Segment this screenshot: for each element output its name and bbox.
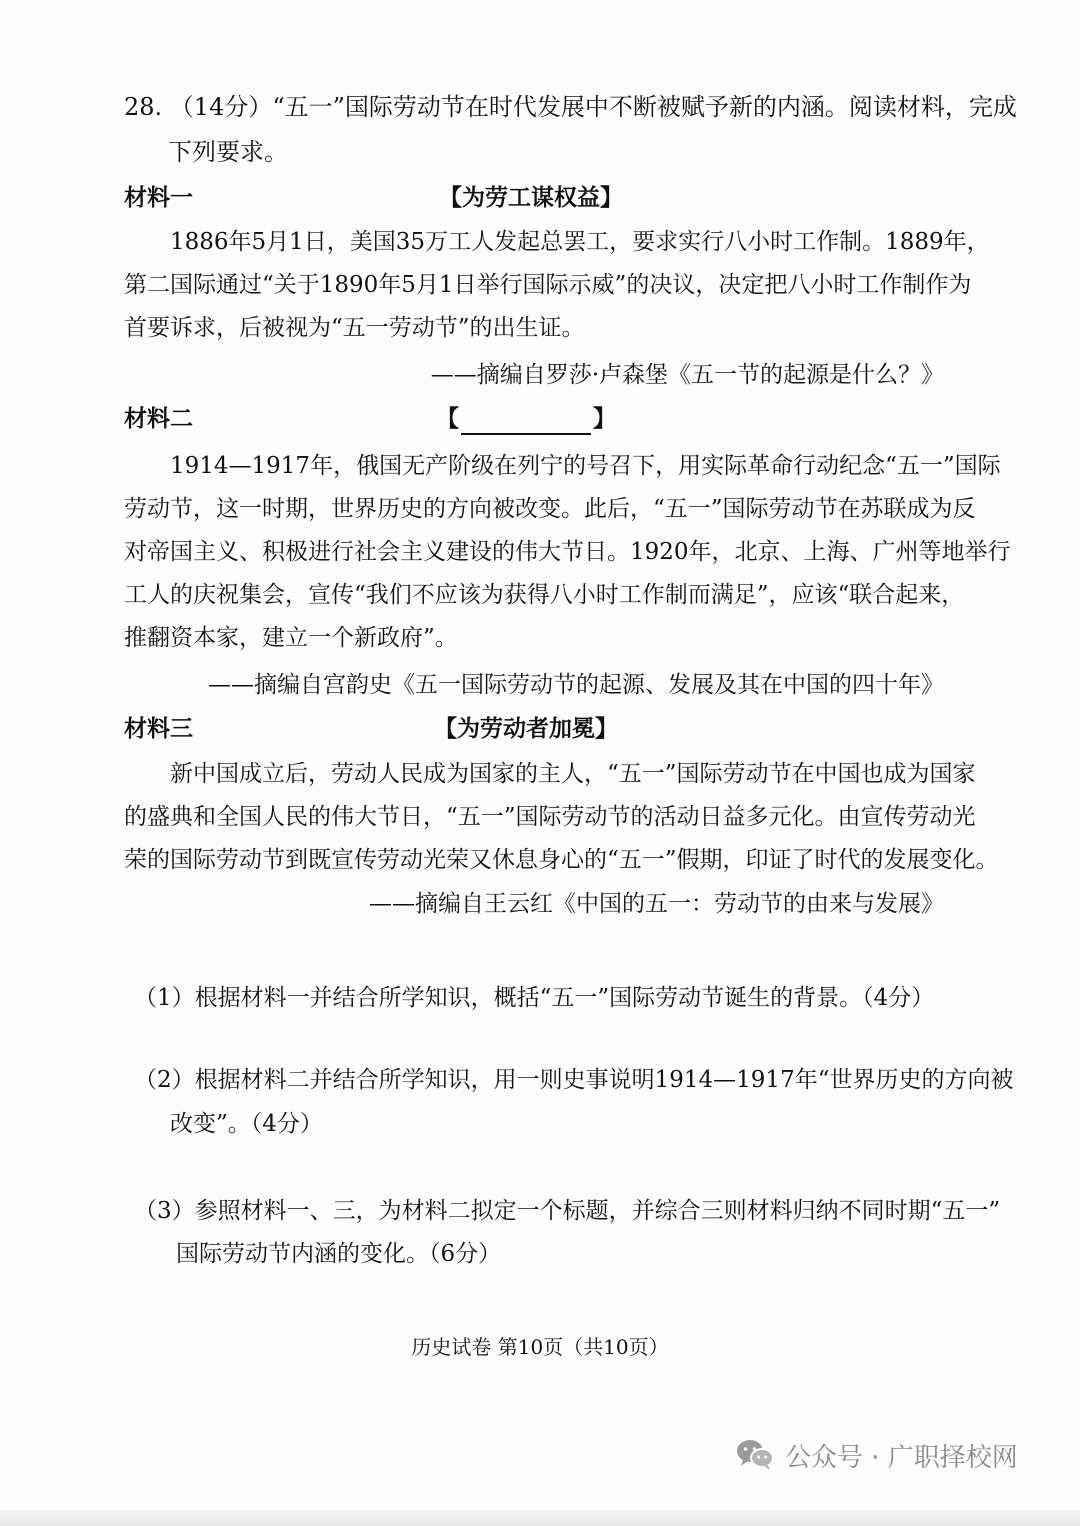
material-2-label: 材料二 xyxy=(124,405,193,432)
material-2-line-1: 1914—1917年，俄国无产阶级在列宁的号召下，用实际革命行动纪念“五一”国际 xyxy=(170,453,1001,479)
material-1-title: 【为劳工谋权益】 xyxy=(439,184,623,211)
material-3-source: ——摘编自王云红《中国的五一：劳动节的由来与发展》 xyxy=(369,891,944,917)
watermark xyxy=(735,1433,1018,1477)
material-2-line-5: 推翻资本家，建立一个新政府”。 xyxy=(124,625,458,651)
subquestion-3-line-1: （3）参照材料一、三，为材料二拟定一个标题，并综合三则材料归纳不同时期“五一” xyxy=(134,1198,1001,1224)
material-2-title-blank xyxy=(436,403,616,435)
material-1-line-2: 第二国际通过“关于1890年5月1日举行国际示威”的决议，决定把八小时工作制作为 xyxy=(124,272,972,298)
subquestion-2-line-2: 改变”。（4分） xyxy=(170,1111,323,1137)
subquestion-3-line-2: 国际劳动节内涵的变化。（6分） xyxy=(176,1241,502,1267)
material-2-line-4: 工人的庆祝集会，宣传“我们不应该为获得八小时工作制而满足”，应该“联合起来， xyxy=(124,582,965,608)
watermark-text: 公众号 · 广职择校网 xyxy=(785,1442,1018,1473)
material-1-source: ——摘编自罗莎·卢森堡《五一节的起源是什么？》 xyxy=(430,362,944,388)
wechat-icon xyxy=(735,1437,775,1473)
material-2-source: ——摘编自宫韵史《五一国际劳动节的起源、发展及其在中国的四十年》 xyxy=(208,672,944,698)
material-2-line-2: 劳动节，这一时期，世界历史的方向被改变。此后，“五一”国际劳动节在苏联成为反 xyxy=(124,496,976,522)
page-footer: 历史试卷 第10页（共10页） xyxy=(411,1335,669,1359)
material-3-label: 材料三 xyxy=(124,715,193,742)
material-2-title-open-bracket: 【 xyxy=(436,405,459,432)
question-heading: 28. （14分）“五一”国际劳动节在时代发展中不断被赋予新的内涵。阅读材料，完成 xyxy=(124,93,1017,121)
subquestion-1: （1）根据材料一并结合所学知识，概括“五一”国际劳动节诞生的背景。（4分） xyxy=(134,985,935,1011)
material-3-line-1: 新中国成立后，劳动人民成为国家的主人，“五一”国际劳动节在中国也成为国家 xyxy=(170,761,976,787)
material-2-line-3: 对帝国主义、积极进行社会主义建设的伟大节日。1920年，北京、上海、广州等地举行 xyxy=(124,539,1011,565)
material-2-title-close-bracket: 】 xyxy=(593,405,616,432)
material-3-line-3: 荣的国际劳动节到既宣传劳动光荣又休息身心的“五一”假期，印证了时代的发展变化。 xyxy=(124,847,999,873)
material-3-title: 【为劳动者加冕】 xyxy=(434,715,618,742)
material-1-line-1: 1886年5月1日，美国35万工人发起总罢工，要求实行八小时工作制。1889年， xyxy=(170,229,990,255)
material-3-line-2: 的盛典和全国人民的伟大节日，“五一”国际劳动节的活动日益多元化。由宣传劳动光 xyxy=(124,804,976,830)
scan-bottom-edge xyxy=(0,1510,1080,1526)
material-1-label: 材料一 xyxy=(124,184,193,211)
material-1-line-3: 首要诉求，后被视为“五一劳动节”的出生证。 xyxy=(124,315,585,341)
question-heading-continuation: 下列要求。 xyxy=(168,138,288,166)
title-answer-blank xyxy=(461,411,591,435)
subquestion-2-line-1: （2）根据材料二并结合所学知识，用一则史事说明1914—1917年“世界历史的方向被 xyxy=(134,1067,1014,1093)
